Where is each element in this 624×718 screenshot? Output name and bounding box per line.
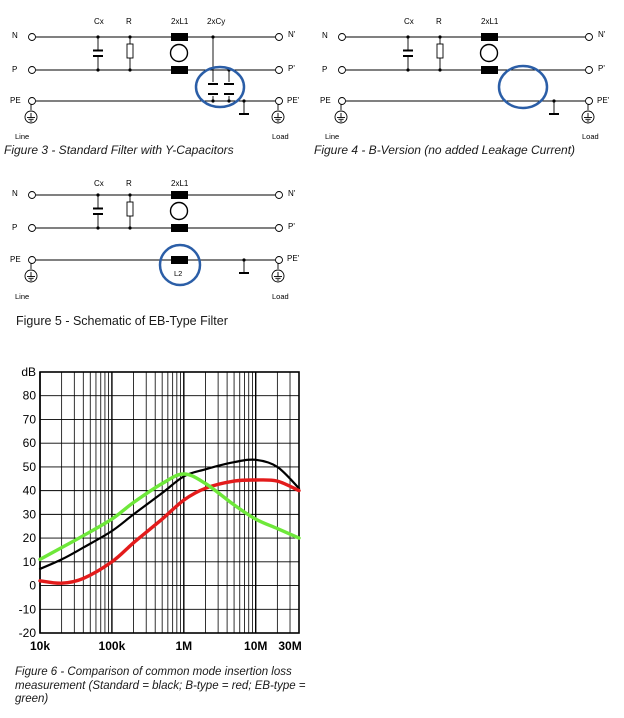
label-2xl1: 2xL1 <box>481 17 499 26</box>
label-p: P <box>322 65 328 74</box>
label-cx: Cx <box>94 179 104 188</box>
y-tick-label: 40 <box>22 483 36 498</box>
chart-x-tick-labels <box>30 639 302 653</box>
label-r: R <box>126 17 132 26</box>
label-2xcy: 2xCy <box>207 17 226 26</box>
label-p-out: P' <box>598 64 605 73</box>
label-load: Load <box>272 132 289 141</box>
label-line: Line <box>15 292 30 301</box>
label-pe: PE <box>10 255 21 264</box>
figure-5-schematic <box>10 179 300 301</box>
label-n-out: N' <box>288 189 296 198</box>
x-tick-label: 1M <box>175 639 193 653</box>
label-n: N <box>12 189 18 198</box>
chart-grid <box>40 372 299 633</box>
ground-icon <box>272 111 284 123</box>
label-r: R <box>436 17 442 26</box>
figure-3-caption: Figure 3 - Standard Filter with Y-Capacitors <box>4 143 234 157</box>
y-tick-label: 30 <box>22 507 36 522</box>
label-p: P <box>12 65 18 74</box>
y-tick-label: -10 <box>18 602 36 617</box>
ground-icon <box>582 111 594 123</box>
ground-icon <box>272 270 284 282</box>
label-p-out: P' <box>288 64 295 73</box>
label-pe: PE <box>320 96 331 105</box>
label-pe: PE <box>10 96 21 105</box>
label-cx: Cx <box>404 17 414 26</box>
x-tick-label: 100k <box>98 639 126 653</box>
label-line: Line <box>15 132 30 141</box>
label-pe-out: PE' <box>287 96 300 105</box>
label-2xl1: 2xL1 <box>171 179 189 188</box>
ground-icon <box>25 270 37 282</box>
y-tick-label: 80 <box>22 388 36 403</box>
figure-3-schematic <box>10 17 300 141</box>
label-load: Load <box>272 292 289 301</box>
y-tick-label: 0 <box>29 578 36 593</box>
label-line: Line <box>325 132 340 141</box>
label-2xl1: 2xL1 <box>171 17 189 26</box>
figure-4-schematic <box>320 17 610 141</box>
label-n: N <box>322 31 328 40</box>
label-p: P <box>12 223 18 232</box>
highlight-no-ycaps <box>499 66 547 108</box>
insertion-loss-chart <box>19 365 302 653</box>
y-tick-label: -20 <box>18 626 36 640</box>
figure-4-caption: Figure 4 - B-Version (no added Leakage Current) <box>314 143 576 157</box>
highlight-l2 <box>160 245 200 285</box>
y-tick-label: 50 <box>22 459 36 474</box>
chart-y-tick-labels <box>19 365 37 640</box>
x-tick-label: 10k <box>29 639 51 653</box>
y-tick-label: 20 <box>22 531 36 546</box>
label-n-out: N' <box>598 30 606 39</box>
y-tick-label: 60 <box>22 436 36 451</box>
ground-icon <box>335 111 347 123</box>
y-tick-label: dB <box>21 365 36 379</box>
label-n: N <box>12 31 18 40</box>
label-load: Load <box>582 132 599 141</box>
x-tick-label: 30M <box>278 639 302 653</box>
figure-5-caption: Figure 5 - Schematic of EB-Type Filter <box>16 314 228 328</box>
label-n-out: N' <box>288 30 296 39</box>
label-p-out: P' <box>288 222 295 231</box>
figure-6-caption: Figure 6 - Comparison of common mode insertion loss measurement (Standard = black; B-type = red; EB-type = green) <box>15 666 306 705</box>
label-pe-out: PE' <box>597 96 610 105</box>
label-l2: L2 <box>174 269 183 278</box>
ground-icon <box>25 111 37 123</box>
y-tick-label: 70 <box>22 412 36 427</box>
x-tick-label: 10M <box>244 639 268 653</box>
label-cx: Cx <box>94 17 104 26</box>
chart-plot-area <box>40 372 299 633</box>
y-tick-label: 10 <box>22 554 36 569</box>
label-pe-out: PE' <box>287 254 300 263</box>
label-r: R <box>126 179 132 188</box>
